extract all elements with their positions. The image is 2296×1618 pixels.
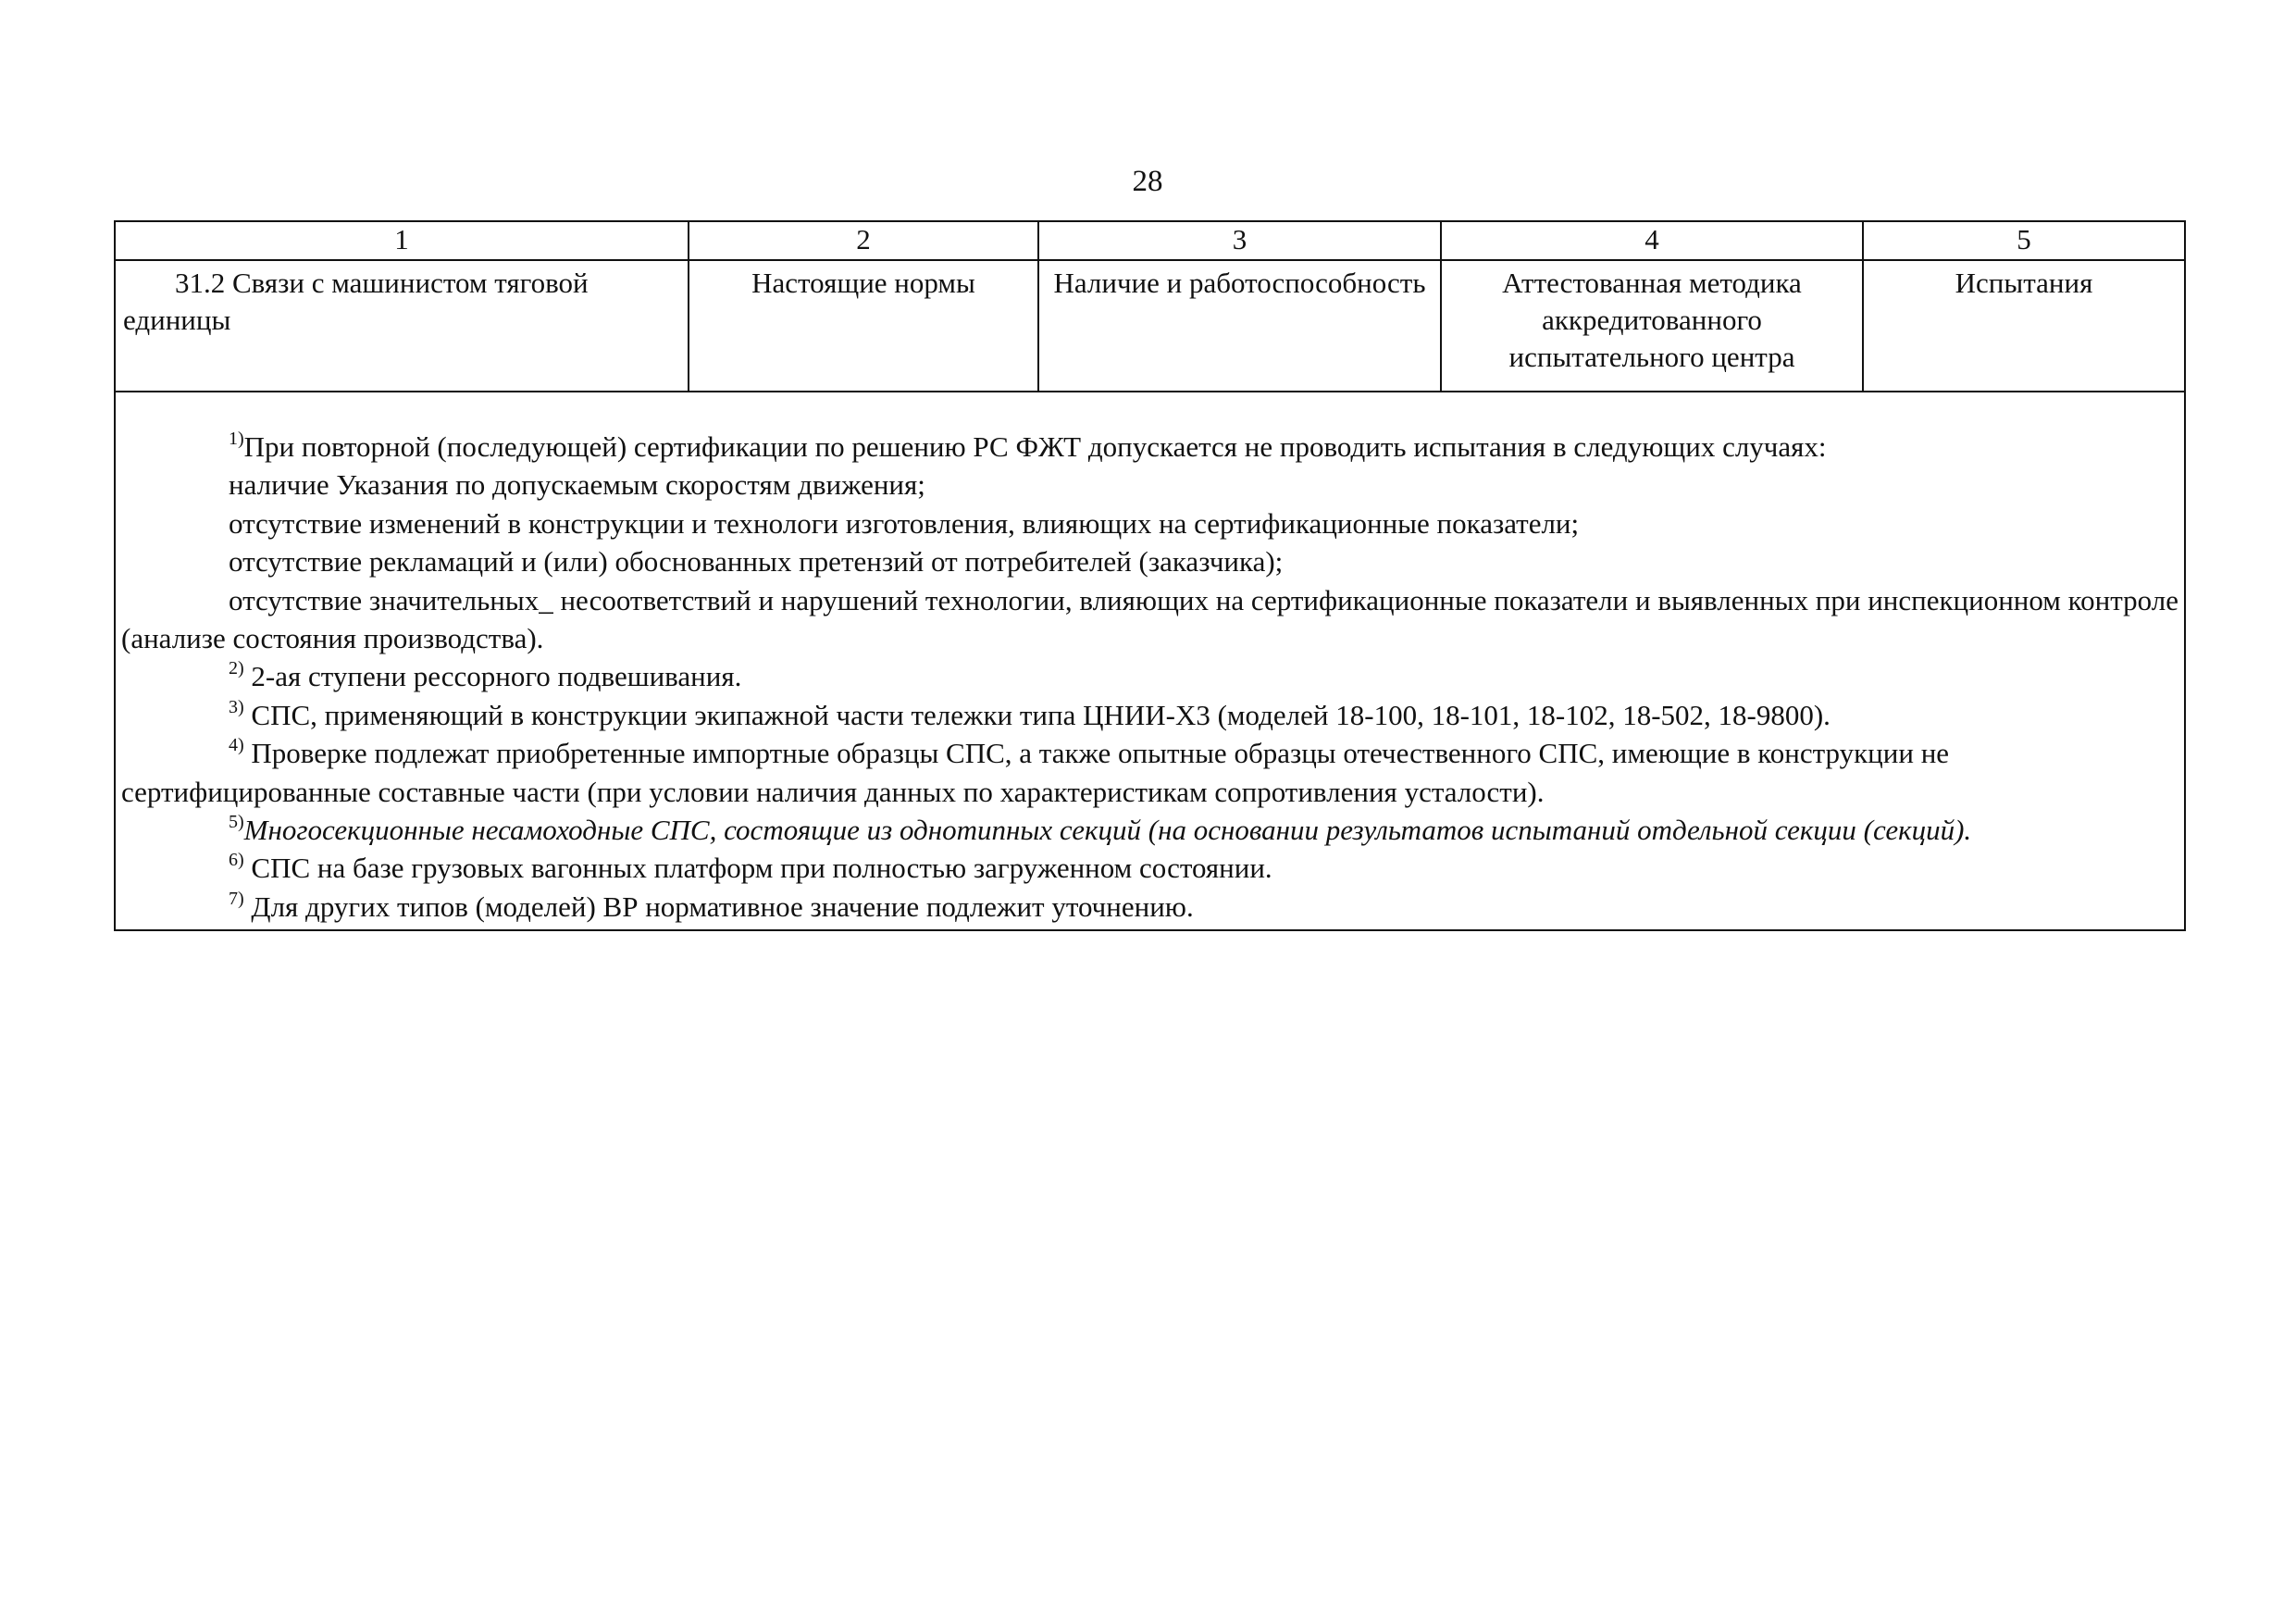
footnote-3-mark: 3): [229, 696, 244, 717]
header-col-5: 5: [1863, 221, 2185, 260]
footnote-1-item-3: отсутствие рекламаций и (или) обоснованных претензий от потребителей (заказчика);: [229, 545, 1284, 579]
header-col-4: 4: [1441, 221, 1863, 260]
footnote-2-mark: 2): [229, 658, 244, 679]
footnote-6-text: СПС на базе грузовых вагонных платформ при полностью загруженном состоянии.: [243, 852, 1272, 885]
footnote-3-text: СПС, применяющий в конструкции экипажной части тележки типа ЦНИИ-Х3 (моделей 18-100, 18-101, 18-102, 18-502, 18-9800).: [243, 698, 1831, 731]
footnote-2-text: 2-ая ступени рессорного подвешивания.: [243, 660, 742, 693]
notes-row: [115, 392, 2185, 930]
cell-item-name: [115, 260, 689, 392]
table-row: [115, 260, 2185, 392]
cell-test-type: Испытания: [1863, 260, 2185, 392]
table-header-row: [115, 221, 2185, 260]
footnote-1: [121, 428, 2180, 466]
cell-check: Наличие и работоспособность: [1038, 260, 1441, 392]
footnote-5-text: Многосекционные несамоходные СПС, состоящие из однотипных секций (на основании результатов испытаний отдельной секции (секций).: [243, 814, 1972, 847]
footnote-2: [121, 657, 2180, 695]
header-col-1: 1: [115, 221, 689, 260]
footnote-1-mark: 1): [229, 428, 244, 449]
cell-norms: Настоящие нормы: [689, 260, 1038, 392]
footnote-4: [121, 734, 2180, 811]
header-col-3: 3: [1038, 221, 1441, 260]
header-col-2: 2: [689, 221, 1038, 260]
footnote-3: [121, 696, 2180, 734]
footnote-4-text: Проверке подлежат приобретенные импортные образцы СПС, а также опытные образцы отечественного СПС, имеющие в конструкции не сертифицированные составные части (при условии наличия данных по характеристикам сопротивления усталости).: [121, 737, 1950, 808]
footnote-1-text: При повторной (последующей) сертификации по решению РС ФЖТ допускается не проводить испытания в следующих случаях:: [243, 430, 1827, 463]
footnote-1-item-1: наличие Указания по допускаемым скоростям движения;: [229, 468, 925, 502]
footnote-1-item-4: отсутствие значительных_ несоответствий и нарушений технологии, влияющих на сертификационные показатели и выявленных при инспекционном контроле (анализе состояния производства).: [121, 583, 2179, 655]
footnote-5: [121, 811, 2180, 849]
footnotes-cell: [115, 392, 2185, 930]
item-name-text: 31.2 Связи с машинистом тяговой единицы: [123, 267, 589, 336]
footnote-4-mark: 4): [229, 734, 244, 755]
footnote-7-mark: 7): [229, 888, 244, 909]
footnote-6: [121, 849, 2180, 887]
footnote-7: [121, 888, 2180, 926]
footnote-7-text: Для других типов (моделей) ВР нормативное значение подлежит уточнению.: [243, 890, 1194, 923]
requirements-table: [114, 220, 2186, 931]
footnote-6-mark: 6): [229, 850, 244, 871]
footnote-5-mark: 5): [229, 811, 244, 832]
page-number-text: 28: [1132, 165, 1163, 198]
footnote-1-item-2: отсутствие изменений в конструкции и технологи изготовления, влияющих на сертификационные показатели;: [229, 506, 1580, 540]
cell-method: Аттестованная методика аккредитованного испытательного центра: [1441, 260, 1863, 392]
